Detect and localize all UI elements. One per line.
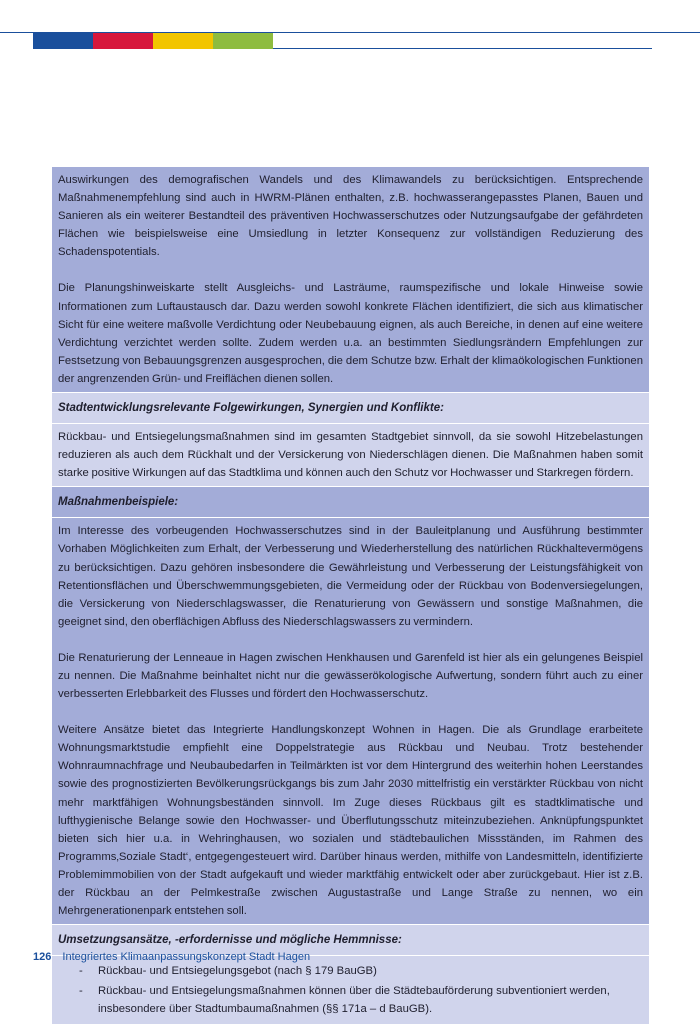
- intro-paragraph-1: Auswirkungen des demografischen Wandels und des Klimawandels zu berücksichtigen. Entsprechende Maßnahmenempfehlung sind auch in HWRM-Plänen enthalten, z.B. hochwasserangepasstes Planen, Bauen und Sanieren als ein weiterer Bestandteil des präventiven Hochwasserschutzes oder Nutzungsaufgabe der gefährdeten Flächen wie beispielsweise eine Umsiedlung in letzter Konsequenz zur vollständigen Reduzierung des Schadenspotentials.: [58, 174, 643, 259]
- section-heading-umsetzung: Umsetzungsansätze, -erfordernisse und mögliche Hemmnisse:: [52, 924, 649, 955]
- list-item: [58, 982, 643, 1018]
- section-heading-massnahmenbeispiele: Maßnahmenbeispiele:: [52, 486, 649, 517]
- intro-paragraph-2: Die Planungshinweiskarte stellt Ausgleichs- und Lasträume, raumspezifische und lokale Hinweise sowie Informationen zum Luftaustausch dar. Dazu werden sowohl konkrete Flächen identifiziert, die sich aus klimatischer Sicht für eine weitere maßvolle Verdichtung oder Neubebauung eignen, als auch Bereiche, in denen auf eine weitere Verdichtung verzichtet werden sollte. Zudem werden u.a. an bestimmten Siedlungsrändern Empfehlungen zur Festsetzung von Bebauungsgrenzen ausgesprochen, die dem Schutze bzw. Erhalt der klimaökologischen Funktionen der angrenzenden Grün- und Freiflächen dienen sollen.: [58, 282, 643, 385]
- document-title: Integriertes Klimaanpassungskonzept Stadt Hagen: [62, 951, 311, 963]
- color-block-red: [93, 33, 153, 49]
- massnahmen-paragraph-2: Die Renaturierung der Lenneaue in Hagen zwischen Henkhausen und Garenfeld ist hier als ein gelungenes Beispiel zu nennen. Die Maßnahme beinhaltet nicht nur die gewässerökologische Aufwertung, sondern führt auch zu einer verbesserten Erlebbarkeit des Flusses und fördert den Hochwasserschutz.: [58, 651, 643, 701]
- massnahmen-paragraph-3: Weitere Ansätze bietet das Integrierte Handlungskonzept Wohnen in Hagen. Die als Grundlage erarbeitete Wohnungsmarktstudie empfiehlt eine Doppelstrategie aus Rückbau und Neubau. Trotz bestehender Wohnraumnachfrage und Neubaubedarfen in Teilmärkten ist vor dem Hintergrund des weiterhin hohen Leerstandes sowie des prognostizierten Bevölkerungsrückgangs bis zum Jahr 2030 mittelfristig ein verstärkter Rückbau von nicht mehr marktfähigen Wohnungsbeständen sinnvoll. Im Zuge dieses Rückbaus gilt es stadtklimatische und lufthygienische Belange sowie den Hochwasser- und Überflutungsschutz miteinzubeziehen. Anknüpfungspunktet bieten sich hier u.a. in Wehringhausen, wo sozialen und städtebaulichen Missständen, im Rahmen des Programms‚Soziale Stadt‘, entgegengesteuert wird. Darüber hinaus werden, mithilfe von Landesmitteln, identifizierte Problemimmobilien von der Stadt aufgekauft und wieder marktfähig entwickelt oder aber zurückgebaut. Hier ist z.B. der Rückbau an der Pelmkestraße zwischen Augustastraße und Lange Straße zu nennen, wo ein Mehrgenerationenpark entstehen soll.: [58, 724, 643, 918]
- umsetzung-list: [58, 962, 643, 1018]
- massnahmen-paragraph-1: Im Interesse des vorbeugenden Hochwasserschutzes sind in der Bauleitplanung und Ausführung bestimmter Vorhaben Möglichkeiten zum Erhalt, der Verbesserung und Wiederherstellung des natürlichen Rückhaltevermögens zu berücksichtigen. Dazu gehören insbesondere die Gewährleistung und Verbesserung der Leistungsfähigkeit von Retentionsflächen und Überschwemmungsgebieten, die Vermeidung oder der Rückbau von Bodenversiegelungen, die Versickerung von Niederschlagswasser, die Renaturierung von Gewässern und sonstige Maßnahmen, die geeignet sind, den oberflächigen Abfluss des Niederschlagswassers zu vermindern.: [58, 525, 643, 628]
- list-item-text: Rückbau- und Entsiegelungsgebot (nach § 179 BauGB): [98, 965, 377, 978]
- dash-bullet: -: [79, 965, 83, 978]
- folgewirkungen-paragraph: Rückbau- und Entsiegelungsmaßnahmen sind im gesamten Stadtgebiet sinnvoll, da sie sowohl Hitzebelastungen reduzieren als auch dem Rückhalt und der Versickerung von Niederschlägen dienen. Die Maßnahmen haben somit starke positive Wirkungen auf das Stadtklima und können auch den Schutz vor Hochwasser und Starkregen fördern.: [58, 431, 643, 480]
- intro-block: [52, 167, 649, 392]
- list-item-text: Rückbau- und Entsiegelungsmaßnahmen können über die Städtebauförderung subventioniert werden, insbesondere über Stadtumbaumaßnahmen (§§ 171a – d BauGB).: [98, 985, 610, 1016]
- header-color-blocks: [33, 33, 273, 49]
- section-body-folgewirkungen: [52, 423, 649, 486]
- header-rule-lower: [273, 48, 652, 49]
- color-block-yellow: [153, 33, 213, 49]
- measure-table: [52, 167, 649, 1024]
- dash-bullet: -: [79, 985, 83, 998]
- section-heading-folgewirkungen: Stadtentwicklungsrelevante Folgewirkungen, Synergien und Konflikte:: [52, 392, 649, 423]
- page-footer: [33, 951, 310, 963]
- page-number: 126: [33, 951, 52, 963]
- list-item: [58, 962, 643, 980]
- section-body-massnahmenbeispiele: [52, 517, 649, 924]
- color-block-green: [213, 33, 273, 49]
- color-block-blue: [33, 33, 93, 49]
